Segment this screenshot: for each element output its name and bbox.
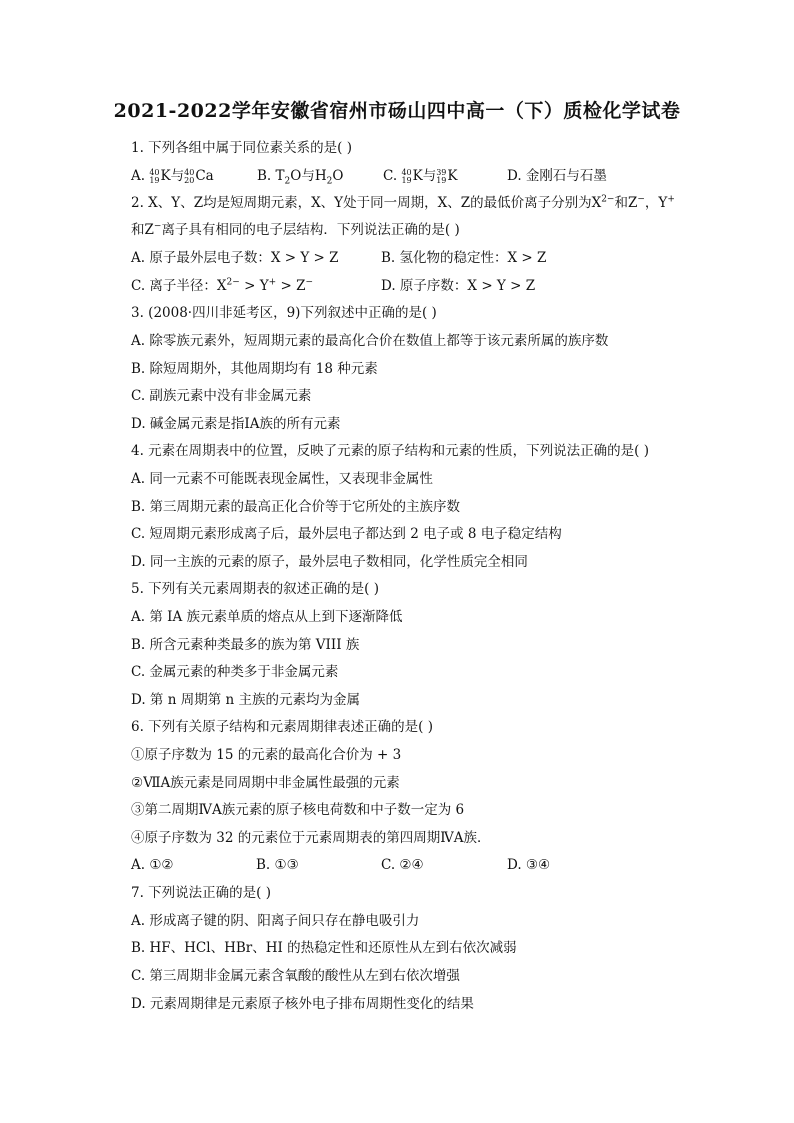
question-7-stem: 7. 下列说法正确的是( ) — [131, 885, 271, 901]
q5-option-c: C. 金属元素的种类多于非金属元素 — [131, 664, 339, 680]
q6-option-d: D. ③④ — [507, 857, 551, 873]
q2-option-a: A. 原子最外层电子数：X > Y > Z — [131, 250, 339, 266]
q7-option-b: B. HF、HCl、HBr、HI 的热稳定性和还原性从左到右依次减弱 — [131, 940, 517, 956]
q2-option-b: B. 氢化物的稳定性：X > Z — [381, 250, 547, 266]
question-2-stem-cont: 和Z−离子具有相同的电子层结构．下列说法正确的是( ) — [131, 221, 460, 238]
q6-statement-4: ④原子序数为 32 的元素位于元素周期表的第四周期ⅣA族． — [131, 830, 491, 846]
q6-statement-3: ③第二周期ⅣA族元素的原子核电荷数和中子数一定为 6 — [131, 802, 465, 818]
q4-option-b: B. 第三周期元素的最高正化合价等于它所处的主族序数 — [131, 499, 461, 515]
question-2-stem: 2. X、Y、Z均是短周期元素，X、Y处于同一周期，X、Z的最低价离子分别为$X^{2-}$和Z−，Y+ — [131, 194, 675, 211]
question-4-stem: 4. 元素在周期表中的位置，反映了元素的原子结构和元素的性质，下列说法正确的是( ) — [131, 443, 649, 459]
q6-option-b: B. ①③ — [256, 857, 299, 873]
q3-option-a: A. 除零族元素外，短周期元素的最高化合价在数值上都等于该元素所属的族序数 — [131, 333, 609, 349]
q4-option-a: A. 同一元素不可能既表现金属性，又表现非金属性 — [131, 471, 433, 487]
q6-statement-1: ①原子序数为 15 的元素的最高化合价为 + 3 — [131, 747, 402, 763]
q6-option-a: A. ①② — [131, 857, 174, 873]
question-6-stem: 6. 下列有关原子结构和元素周期律表述正确的是( ) — [131, 719, 433, 735]
q6-option-c: C. ②④ — [381, 857, 424, 873]
q5-option-b: B. 所含元素种类最多的族为第 VIII 族 — [131, 637, 360, 653]
q7-option-c: C. 第三周期非金属元素含氧酸的酸性从左到右依次增强 — [131, 968, 460, 984]
q5-option-a: A. 第 IA 族元素单质的熔点从上到下逐渐降低 — [131, 609, 403, 625]
q1-option-a: A. 40 19 K与 40 20 Ca — [131, 167, 214, 185]
q1-option-c: C. 40 19 K与 39 19 K — [383, 167, 458, 185]
q7-option-a: A. 形成离子键的阴、阳离子间只存在静电吸引力 — [131, 913, 420, 929]
q7-option-d: D. 元素周期律是元素原子核外电子排布周期性变化的结果 — [131, 996, 474, 1012]
q6-statement-2: ②ⅦA族元素是同周期中非金属性最强的元素 — [131, 775, 400, 791]
q5-option-d: D. 第 n 周期第 n 主族的元素均为金属 — [131, 692, 360, 708]
page-title: 2021-2022学年安徽省宿州市砀山四中高一（下）质检化学试卷 — [113, 100, 681, 122]
question-1-stem: 1. 下列各组中属于同位素关系的是( ) — [131, 140, 352, 156]
q1-option-d: D. 金刚石与石墨 — [507, 168, 607, 184]
q2-option-d: D. 原子序数：X > Y > Z — [381, 278, 536, 294]
q4-option-c: C. 短周期元素形成离子后，最外层电子都达到 2 电子或 8 电子稳定结构 — [131, 526, 562, 542]
q3-option-d: D. 碱金属元素是指ⅠA族的所有元素 — [131, 416, 341, 432]
question-3-stem: 3. (2008·四川非延考区，9)下列叙述中正确的是( ) — [131, 305, 437, 321]
q1-option-b: B. $T_2O$与$H_2O$ — [257, 168, 344, 187]
question-5-stem: 5. 下列有关元素周期表的叙述正确的是( ) — [131, 581, 379, 597]
q3-option-c: C. 副族元素中没有非金属元素 — [131, 388, 312, 404]
q3-option-b: B. 除短周期外，其他周期均有 18 种元素 — [131, 361, 378, 377]
q2-option-c: C. 离子半径：$X^{2-} > Y^+ > Z^-$ — [131, 277, 314, 294]
q4-option-d: D. 同一主族的元素的原子，最外层电子数相同，化学性质完全相同 — [131, 554, 528, 570]
